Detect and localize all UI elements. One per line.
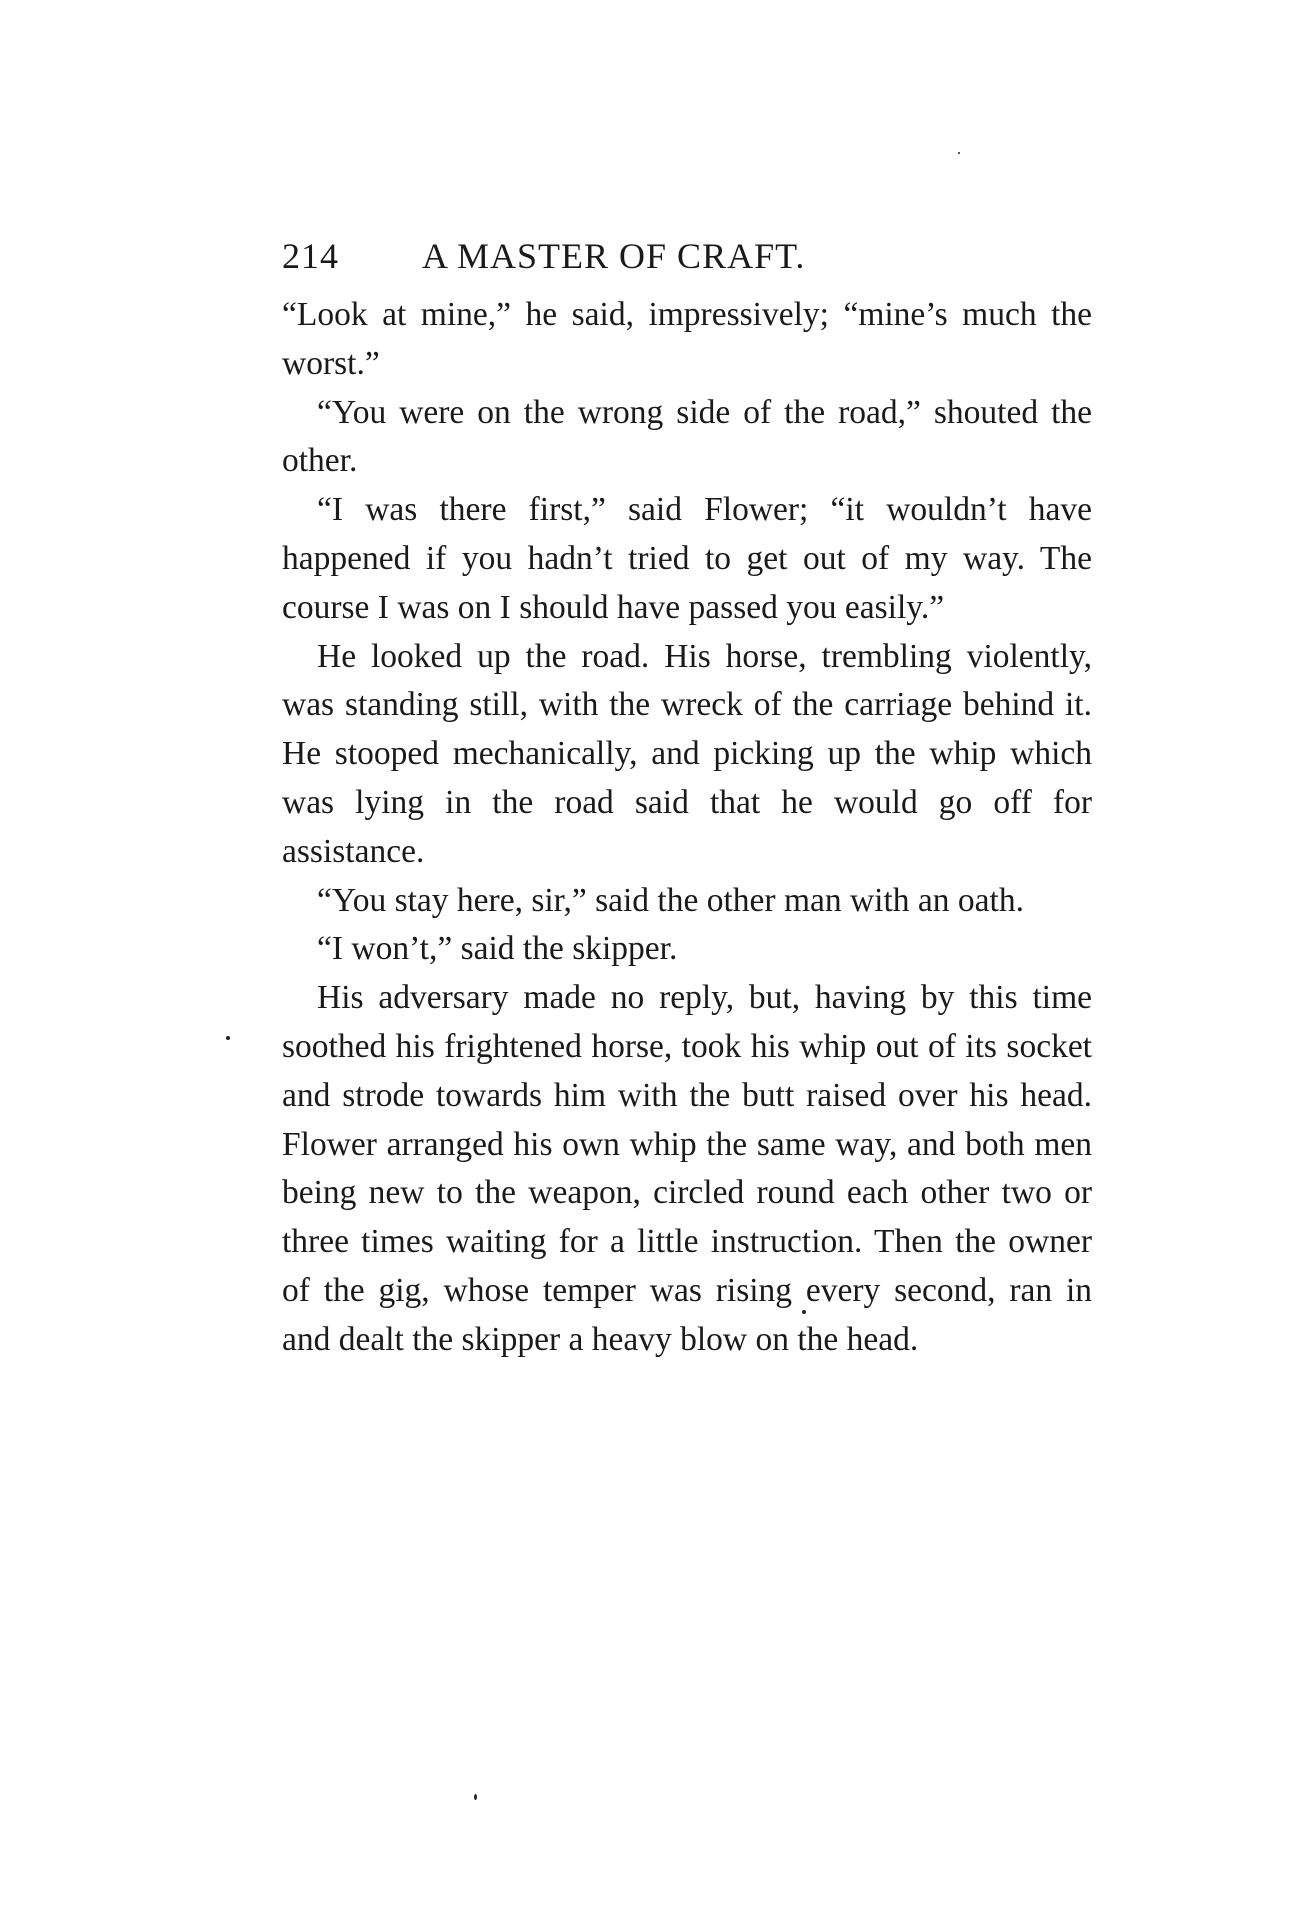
paragraph: He looked up the road. His horse, trembling violently, was standing still, with the wreck of the carriage behind it. He stooped mechanically, and picking up the whip which was lying in the road said that he would go off for assistance. bbox=[282, 637, 1092, 870]
page-number: 214 bbox=[282, 236, 339, 276]
scan-speck bbox=[802, 1310, 806, 1314]
scan-speck bbox=[474, 1794, 477, 1800]
paragraph: “You were on the wrong side of the road,” shouted the other. bbox=[282, 393, 1092, 480]
running-title: A MASTER OF CRAFT. bbox=[422, 236, 806, 276]
body-text bbox=[282, 291, 1092, 1365]
running-head bbox=[282, 235, 1092, 285]
paragraph: “I was there first,” said Flower; “it wouldn’t have happened if you hadn’t tried to get out of my way. The course I was on I should have passed you easily.” bbox=[282, 491, 1092, 626]
paragraph: “Look at mine,” he said, impressively; “mine’s much the worst.” bbox=[282, 296, 1092, 382]
paragraph: His adversary made no reply, but, having by this time soothed his frightened horse, took his whip out of its socket and strode towards him with the butt raised over his head. Flower arranged his own whip the same way, and both men being new to the weapon, circled round each other two or three times waiting for a little instruction. Then the owner of the gig, whose temper was rising every second, ran in and dealt the skipper a heavy blow on the head. bbox=[282, 979, 1092, 1358]
scan-speck bbox=[958, 152, 960, 154]
scan-speck bbox=[226, 1036, 230, 1040]
paragraph: “You stay here, sir,” said the other man with an oath. bbox=[317, 881, 1024, 919]
book-page bbox=[282, 235, 1092, 1365]
paragraph: “I won’t,” said the skipper. bbox=[317, 930, 678, 968]
